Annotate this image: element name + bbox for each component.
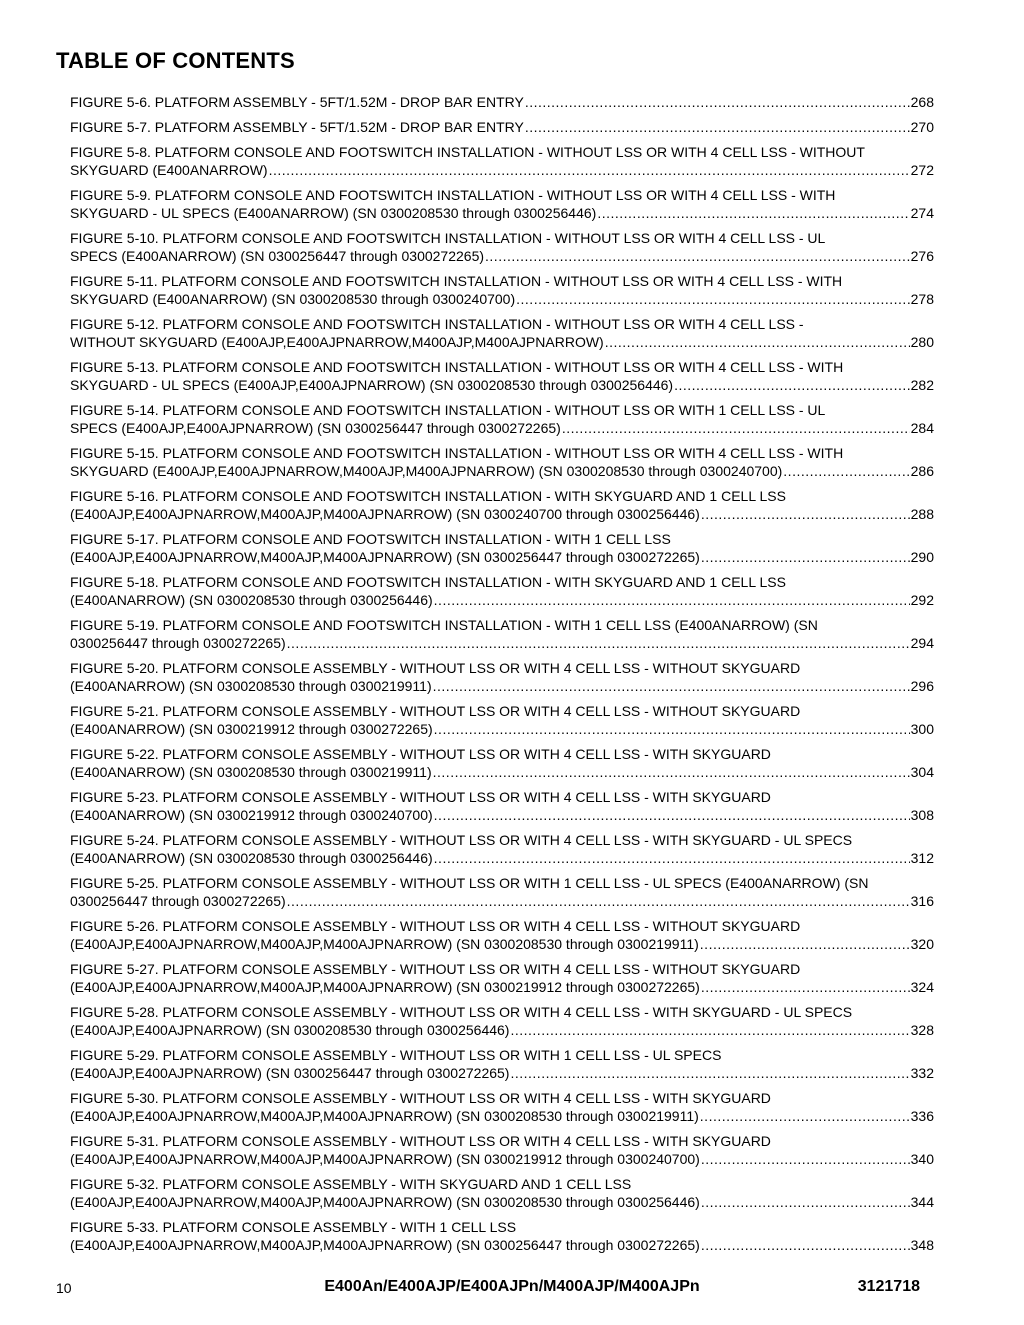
- toc-entry-title-line: [70, 1150, 934, 1168]
- toc-entry-title-line: [70, 806, 934, 824]
- dot-leader: [510, 1021, 909, 1039]
- dot-leader: [434, 591, 910, 609]
- footer-model: E400An/E400AJP/E400AJPn/M400AJP/M400AJPn: [324, 1278, 700, 1295]
- toc-entry-page-number: 274: [910, 205, 934, 221]
- toc-entry[interactable]: [70, 788, 934, 824]
- dot-leader: [701, 1193, 910, 1211]
- toc-entry-title-line1: FIGURE 5-14. PLATFORM CONSOLE AND FOOTSWITCH INSTALLATION - WITHOUT LSS OR WITH 1 CELL LSS - UL: [70, 402, 826, 418]
- toc-entry-title-line: [70, 333, 934, 351]
- dot-leader: [433, 677, 910, 695]
- toc-entry-title-line1: FIGURE 5-18. PLATFORM CONSOLE AND FOOTSWITCH INSTALLATION - WITH SKYGUARD AND 1 CELL LSS: [70, 574, 786, 590]
- toc-entry-title-line1: FIGURE 5-28. PLATFORM CONSOLE ASSEMBLY - WITHOUT LSS OR WITH 4 CELL LSS - WITH SKYGUARD - UL SPECS: [70, 1004, 853, 1020]
- toc-entry[interactable]: [70, 143, 934, 179]
- dot-leader: [562, 419, 910, 437]
- toc-entry-title-line: [70, 849, 934, 867]
- toc-entry[interactable]: [70, 960, 934, 996]
- toc-entry-title: SPECS (E400AJP,E400AJPNARROW) (SN 0300256447 through 0300272265): [70, 420, 561, 436]
- toc-entry-page-number: 296: [910, 678, 934, 694]
- toc-entry-title: 0300256447 through 0300272265): [70, 893, 286, 909]
- toc-entry-title-line1: FIGURE 5-30. PLATFORM CONSOLE ASSEMBLY - WITHOUT LSS OR WITH 4 CELL LSS - WITH SKYGUARD: [70, 1090, 771, 1106]
- toc-entry-title-line: [70, 93, 934, 111]
- toc-entry[interactable]: [70, 229, 934, 265]
- dot-leader: [701, 978, 910, 996]
- dot-leader: [674, 376, 910, 394]
- toc-entry-title: (E400ANARROW) (SN 0300219912 through 0300272265): [70, 721, 433, 737]
- toc-entry-title: (E400AJP,E400AJPNARROW,M400AJP,M400AJPNARROW) (SN 0300219912 through 0300272265): [70, 979, 700, 995]
- toc-entry-title: (E400AJP,E400AJPNARROW,M400AJP,M400AJPNARROW) (SN 0300208530 through 0300219911): [70, 936, 699, 952]
- page-footer: [0, 1278, 1024, 1300]
- toc-entry-title-line: [70, 1064, 934, 1082]
- toc-entry-title-line: [70, 892, 934, 910]
- toc-entry-title-line1: FIGURE 5-31. PLATFORM CONSOLE ASSEMBLY - WITHOUT LSS OR WITH 4 CELL LSS - WITH SKYGUARD: [70, 1133, 771, 1149]
- toc-entry-title-line: [70, 763, 934, 781]
- toc-entry-page-number: 280: [910, 334, 934, 350]
- toc-entry-title-line1: FIGURE 5-19. PLATFORM CONSOLE AND FOOTSWITCH INSTALLATION - WITH 1 CELL LSS (E400ANARROW) (SN: [70, 617, 818, 633]
- toc-entry[interactable]: [70, 917, 934, 953]
- toc-list: [70, 93, 934, 1261]
- dot-leader: [287, 892, 910, 910]
- toc-entry-title-line: [70, 161, 934, 179]
- dot-leader: [287, 634, 910, 652]
- toc-entry-title-line: [70, 462, 934, 480]
- toc-entry-title-line1: FIGURE 5-23. PLATFORM CONSOLE ASSEMBLY - WITHOUT LSS OR WITH 4 CELL LSS - WITH SKYGUARD: [70, 789, 771, 805]
- toc-entry-title-line1: FIGURE 5-8. PLATFORM CONSOLE AND FOOTSWITCH INSTALLATION - WITHOUT LSS OR WITH 4 CELL LSS - WITHOUT: [70, 144, 865, 160]
- toc-entry[interactable]: [70, 1046, 934, 1082]
- toc-entry-page-number: 292: [910, 592, 934, 608]
- dot-leader: [525, 93, 910, 111]
- toc-entry-page-number: 278: [910, 291, 934, 307]
- toc-entry-title-line1: FIGURE 5-33. PLATFORM CONSOLE ASSEMBLY - WITH 1 CELL LSS: [70, 1219, 517, 1235]
- toc-entry-page-number: 300: [910, 721, 934, 737]
- dot-leader: [434, 806, 910, 824]
- toc-entry-page-number: 286: [910, 463, 934, 479]
- toc-entry[interactable]: [70, 745, 934, 781]
- toc-entry-page-number: 290: [910, 549, 934, 565]
- dot-leader: [605, 333, 910, 351]
- toc-entry[interactable]: [70, 186, 934, 222]
- toc-entry[interactable]: [70, 272, 934, 308]
- toc-entry-title: (E400AJP,E400AJPNARROW,M400AJP,M400AJPNARROW) (SN 0300219912 through 0300240700): [70, 1151, 700, 1167]
- toc-entry-title-line1: FIGURE 5-25. PLATFORM CONSOLE ASSEMBLY - WITHOUT LSS OR WITH 1 CELL LSS - UL SPECS (E400ANARROW) (SN: [70, 875, 869, 891]
- toc-entry-title: SPECS (E400ANARROW) (SN 0300256447 through 0300272265): [70, 248, 485, 264]
- toc-entry-title: (E400AJP,E400AJPNARROW,M400AJP,M400AJPNARROW) (SN 0300256447 through 0300272265): [70, 549, 700, 565]
- toc-entry[interactable]: [70, 315, 934, 351]
- toc-entry-title-line: [70, 505, 934, 523]
- toc-entry-page-number: 312: [910, 850, 934, 866]
- dot-leader: [434, 849, 910, 867]
- toc-entry-title: (E400ANARROW) (SN 0300208530 through 0300256446): [70, 850, 433, 866]
- toc-entry-title: (E400ANARROW) (SN 0300208530 through 0300219911): [70, 764, 432, 780]
- toc-entry[interactable]: [70, 1089, 934, 1125]
- toc-entry-title: FIGURE 5-6. PLATFORM ASSEMBLY - 5FT/1.52M - DROP BAR ENTRY: [70, 94, 524, 110]
- toc-entry[interactable]: [70, 616, 934, 652]
- toc-entry-page-number: 324: [910, 979, 934, 995]
- toc-entry[interactable]: [70, 93, 934, 111]
- toc-entry-page-number: 336: [910, 1108, 934, 1124]
- dot-leader: [701, 505, 910, 523]
- toc-entry-title-line: [70, 376, 934, 394]
- toc-entry-title-line1: FIGURE 5-21. PLATFORM CONSOLE ASSEMBLY - WITHOUT LSS OR WITH 4 CELL LSS - WITHOUT SKYGUARD: [70, 703, 801, 719]
- toc-entry-title-line1: FIGURE 5-27. PLATFORM CONSOLE ASSEMBLY - WITHOUT LSS OR WITH 4 CELL LSS - WITHOUT SKYGUARD: [70, 961, 801, 977]
- toc-entry-title-line: [70, 1021, 934, 1039]
- dot-leader: [516, 290, 910, 308]
- toc-entry-page-number: 328: [910, 1022, 934, 1038]
- toc-entry-page-number: 348: [910, 1237, 934, 1253]
- toc-entry-title-line: [70, 548, 934, 566]
- toc-entry-title-line: [70, 591, 934, 609]
- toc-entry[interactable]: [70, 401, 934, 437]
- dot-leader: [269, 161, 910, 179]
- dot-leader: [700, 935, 910, 953]
- toc-entry-page-number: 270: [910, 119, 934, 135]
- toc-entry-title-line1: FIGURE 5-12. PLATFORM CONSOLE AND FOOTSWITCH INSTALLATION - WITHOUT LSS OR WITH 4 CELL LSS -: [70, 316, 804, 332]
- toc-entry-title: WITHOUT SKYGUARD (E400AJP,E400AJPNARROW,M400AJP,M400AJPNARROW): [70, 334, 604, 350]
- toc-entry-title-line: [70, 118, 934, 136]
- toc-entry-title-line: [70, 290, 934, 308]
- toc-entry[interactable]: [70, 831, 934, 867]
- toc-entry-page-number: 332: [910, 1065, 934, 1081]
- toc-entry-title-line1: FIGURE 5-29. PLATFORM CONSOLE ASSEMBLY - WITHOUT LSS OR WITH 1 CELL LSS - UL SPECS: [70, 1047, 722, 1063]
- toc-entry-page-number: 294: [910, 635, 934, 651]
- toc-entry-title-line: [70, 634, 934, 652]
- toc-entry-title-line: [70, 419, 934, 437]
- toc-entry-title: SKYGUARD (E400AJP,E400AJPNARROW,M400AJP,M400AJPNARROW) (SN 0300208530 through 0300240700): [70, 463, 783, 479]
- toc-entry-title: (E400AJP,E400AJPNARROW,M400AJP,M400AJPNARROW) (SN 0300240700 through 0300256446): [70, 506, 700, 522]
- toc-entry[interactable]: [70, 659, 934, 695]
- toc-entry-page-number: 276: [910, 248, 934, 264]
- toc-entry-title-line1: FIGURE 5-9. PLATFORM CONSOLE AND FOOTSWITCH INSTALLATION - WITHOUT LSS OR WITH 4 CELL LSS - WITH: [70, 187, 836, 203]
- dot-leader: [485, 247, 910, 265]
- toc-entry-title-line: [70, 1236, 934, 1254]
- toc-entry[interactable]: [70, 1132, 934, 1168]
- toc-entry-title: FIGURE 5-7. PLATFORM ASSEMBLY - 5FT/1.52M - DROP BAR ENTRY: [70, 119, 524, 135]
- toc-entry-title-line1: FIGURE 5-22. PLATFORM CONSOLE ASSEMBLY - WITHOUT LSS OR WITH 4 CELL LSS - WITH SKYGUARD: [70, 746, 771, 762]
- footer-page-number: 10: [56, 1280, 72, 1296]
- toc-entry-title-line: [70, 720, 934, 738]
- toc-entry-title: (E400ANARROW) (SN 0300208530 through 0300256446): [70, 592, 433, 608]
- toc-entry-title-line1: FIGURE 5-32. PLATFORM CONSOLE ASSEMBLY - WITH SKYGUARD AND 1 CELL LSS: [70, 1176, 632, 1192]
- toc-entry-title: (E400ANARROW) (SN 0300219912 through 0300240700): [70, 807, 433, 823]
- toc-entry[interactable]: [70, 573, 934, 609]
- toc-entry-title-line: [70, 1193, 934, 1211]
- toc-entry-title-line: [70, 247, 934, 265]
- toc-entry-title-line1: FIGURE 5-15. PLATFORM CONSOLE AND FOOTSWITCH INSTALLATION - WITHOUT LSS OR WITH 4 CELL LSS - WITH: [70, 445, 844, 461]
- toc-entry-title: (E400AJP,E400AJPNARROW) (SN 0300256447 through 0300272265): [70, 1065, 510, 1081]
- toc-entry-page-number: 288: [910, 506, 934, 522]
- toc-entry-page-number: 304: [910, 764, 934, 780]
- toc-entry-title-line: [70, 204, 934, 222]
- toc-entry-title-line1: FIGURE 5-26. PLATFORM CONSOLE ASSEMBLY - WITHOUT LSS OR WITH 4 CELL LSS - WITHOUT SKYGUARD: [70, 918, 801, 934]
- toc-entry-title: SKYGUARD (E400ANARROW) (SN 0300208530 through 0300240700): [70, 291, 516, 307]
- toc-entry[interactable]: [70, 530, 934, 566]
- toc-entry[interactable]: [70, 118, 934, 136]
- dot-leader: [525, 118, 910, 136]
- toc-entry[interactable]: [70, 874, 934, 910]
- dot-leader: [434, 720, 910, 738]
- toc-entry-page-number: 340: [910, 1151, 934, 1167]
- toc-entry[interactable]: [70, 1218, 934, 1254]
- toc-entry-title: (E400AJP,E400AJPNARROW,M400AJP,M400AJPNARROW) (SN 0300208530 through 0300256446): [70, 1194, 700, 1210]
- toc-entry[interactable]: [70, 487, 934, 523]
- toc-entry-title: SKYGUARD - UL SPECS (E400ANARROW) (SN 0300208530 through 0300256446): [70, 205, 597, 221]
- toc-entry-title: (E400AJP,E400AJPNARROW,M400AJP,M400AJPNARROW) (SN 0300256447 through 0300272265): [70, 1237, 700, 1253]
- toc-entry-title-line1: FIGURE 5-16. PLATFORM CONSOLE AND FOOTSWITCH INSTALLATION - WITH SKYGUARD AND 1 CELL LSS: [70, 488, 786, 504]
- dot-leader: [510, 1064, 909, 1082]
- toc-entry-page-number: 282: [910, 377, 934, 393]
- dot-leader: [701, 548, 910, 566]
- toc-entry-title: SKYGUARD - UL SPECS (E400AJP,E400AJPNARROW) (SN 0300208530 through 0300256446): [70, 377, 674, 393]
- toc-entry-title: (E400AJP,E400AJPNARROW) (SN 0300208530 through 0300256446): [70, 1022, 510, 1038]
- toc-entry[interactable]: [70, 358, 934, 394]
- toc-entry-title-line1: FIGURE 5-13. PLATFORM CONSOLE AND FOOTSWITCH INSTALLATION - WITHOUT LSS OR WITH 4 CELL LSS - WITH: [70, 359, 844, 375]
- toc-entry-title: SKYGUARD (E400ANARROW): [70, 162, 268, 178]
- toc-entry-title-line: [70, 677, 934, 695]
- dot-leader: [783, 462, 909, 480]
- toc-entry-page-number: 272: [910, 162, 934, 178]
- toc-entry-title: 0300256447 through 0300272265): [70, 635, 286, 651]
- toc-entry-title-line1: FIGURE 5-20. PLATFORM CONSOLE ASSEMBLY - WITHOUT LSS OR WITH 4 CELL LSS - WITHOUT SKYGUARD: [70, 660, 801, 676]
- toc-entry[interactable]: [70, 1003, 934, 1039]
- toc-entry-title-line1: FIGURE 5-24. PLATFORM CONSOLE ASSEMBLY - WITHOUT LSS OR WITH 4 CELL LSS - WITH SKYGUARD - UL SPECS: [70, 832, 853, 848]
- toc-entry-title: (E400ANARROW) (SN 0300208530 through 0300219911): [70, 678, 432, 694]
- toc-entry-page-number: 308: [910, 807, 934, 823]
- dot-leader: [700, 1107, 910, 1125]
- dot-leader: [701, 1236, 910, 1254]
- page-title: TABLE OF CONTENTS: [56, 48, 295, 73]
- toc-entry[interactable]: [70, 444, 934, 480]
- toc-entry-page-number: 320: [910, 936, 934, 952]
- toc-entry-page-number: 316: [910, 893, 934, 909]
- toc-entry-title: (E400AJP,E400AJPNARROW,M400AJP,M400AJPNARROW) (SN 0300208530 through 0300219911): [70, 1108, 699, 1124]
- footer-doc-number: 3121718: [857, 1278, 920, 1295]
- toc-entry-title-line1: FIGURE 5-17. PLATFORM CONSOLE AND FOOTSWITCH INSTALLATION - WITH 1 CELL LSS: [70, 531, 671, 547]
- dot-leader: [597, 204, 909, 222]
- toc-entry-page-number: 344: [910, 1194, 934, 1210]
- toc-entry[interactable]: [70, 1175, 934, 1211]
- dot-leader: [433, 763, 910, 781]
- toc-entry-title-line: [70, 1107, 934, 1125]
- toc-entry-title-line: [70, 935, 934, 953]
- toc-entry[interactable]: [70, 702, 934, 738]
- toc-entry-page-number: 284: [910, 420, 934, 436]
- toc-entry-page-number: 268: [910, 94, 934, 110]
- dot-leader: [701, 1150, 910, 1168]
- toc-entry-title-line1: FIGURE 5-10. PLATFORM CONSOLE AND FOOTSWITCH INSTALLATION - WITHOUT LSS OR WITH 4 CELL LSS - UL: [70, 230, 826, 246]
- toc-entry-title-line: [70, 978, 934, 996]
- toc-entry-title-line1: FIGURE 5-11. PLATFORM CONSOLE AND FOOTSWITCH INSTALLATION - WITHOUT LSS OR WITH 4 CELL LSS - WITH: [70, 273, 843, 289]
